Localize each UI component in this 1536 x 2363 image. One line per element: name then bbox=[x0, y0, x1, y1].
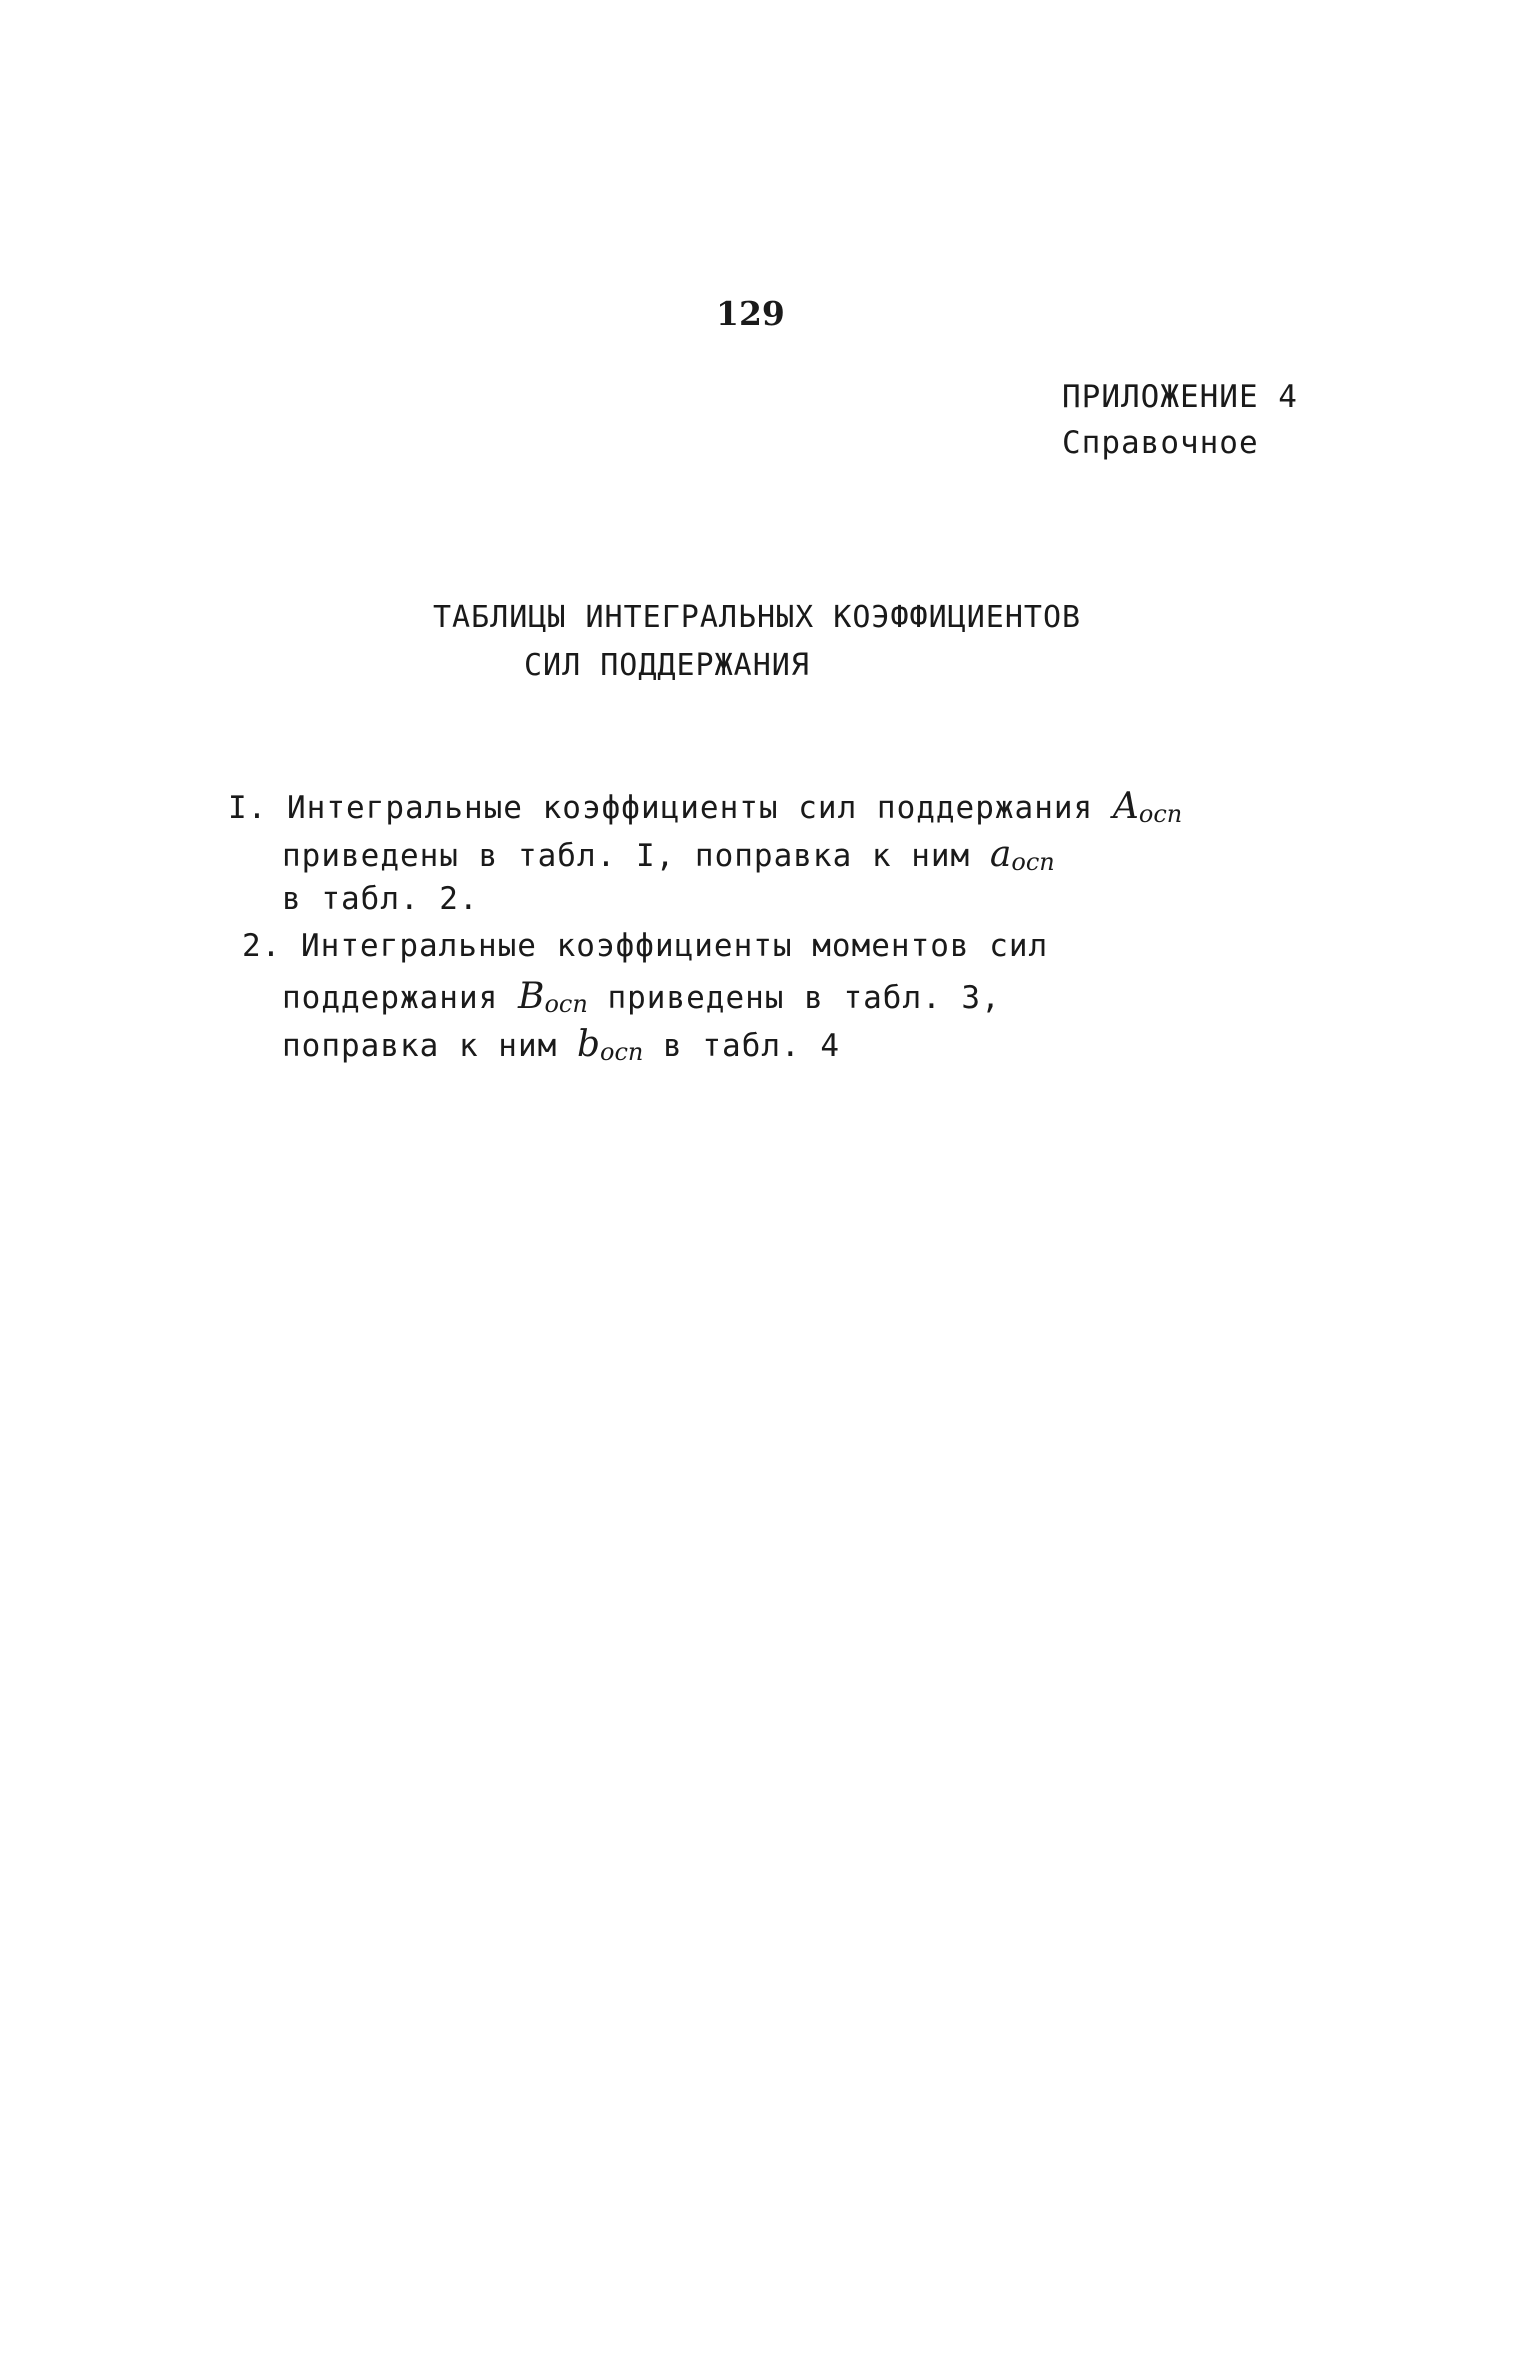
document-title-line-2: СИЛ ПОДДЕРЖАНИЯ bbox=[524, 648, 810, 683]
list-item-text: поддержания bbox=[282, 980, 499, 1016]
appendix-note: Справочное bbox=[1062, 425, 1259, 461]
coefficient-symbol: b bbox=[576, 1024, 601, 1065]
list-item-text: в табл. 4 bbox=[663, 1028, 841, 1064]
coefficient-symbol: a bbox=[989, 834, 1012, 875]
list-item-text: поправка к ним bbox=[282, 1028, 558, 1064]
coefficient-symbol: B bbox=[517, 976, 545, 1017]
list-item-text: приведены в табл. 3, bbox=[607, 980, 1001, 1016]
list-item-text: Интегральные коэффициенты моментов сил bbox=[301, 928, 1049, 964]
coefficient-symbol: A bbox=[1112, 786, 1139, 827]
appendix-label: ПРИЛОЖЕНИЕ 4 bbox=[1062, 379, 1298, 415]
coefficient-subscript: осп bbox=[1138, 800, 1183, 828]
coefficient-subscript: осп bbox=[1011, 848, 1055, 876]
list-item-text: приведены в табл. I, поправка к ним bbox=[282, 838, 971, 874]
coefficient-subscript: осп bbox=[544, 990, 588, 1018]
list-item-marker: 2. bbox=[242, 928, 282, 964]
page-number: 129 bbox=[716, 294, 785, 333]
list-item-marker: I. bbox=[228, 790, 268, 826]
list-item-text: в табл. 2. bbox=[282, 881, 479, 917]
document-title-line-1: ТАБЛИЦЫ ИНТЕГРАЛЬНЫХ КОЭФФИЦИЕНТОВ bbox=[433, 600, 1082, 635]
coefficient-subscript: осп bbox=[600, 1038, 644, 1066]
list-item-text: Интегральные коэффициенты сил поддержания bbox=[287, 790, 1094, 826]
